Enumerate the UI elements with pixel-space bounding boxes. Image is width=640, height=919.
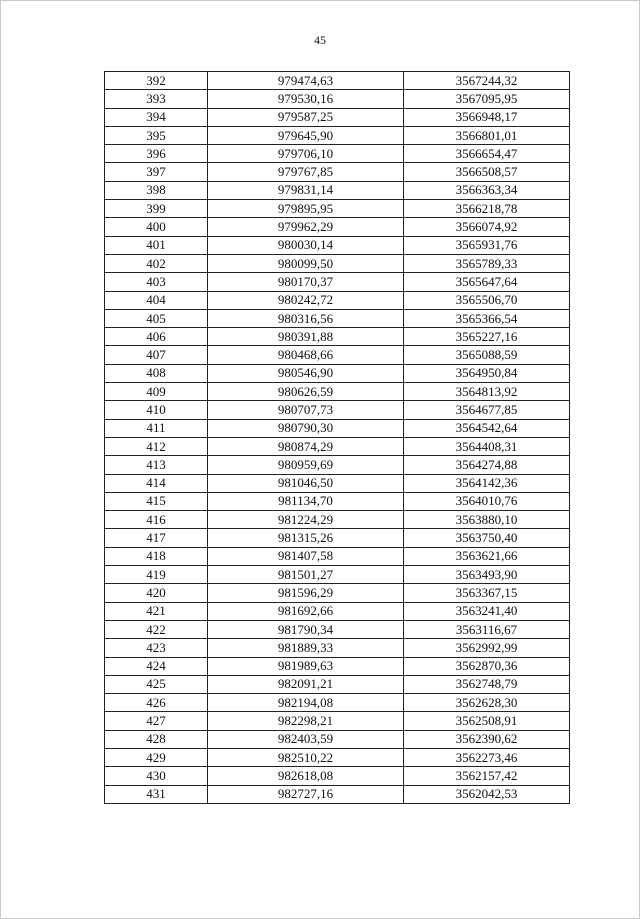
table-row — [105, 309, 570, 327]
point-number-cell: 414 — [105, 474, 208, 492]
table-row — [105, 511, 570, 529]
table-row — [105, 291, 570, 309]
table-row — [105, 108, 570, 126]
point-number-cell: 397 — [105, 163, 208, 181]
x-coordinate-cell: 981134,70 — [208, 492, 404, 510]
y-coordinate-cell: 3563367,15 — [404, 584, 570, 602]
y-coordinate-cell: 3567244,32 — [404, 72, 570, 90]
point-number-cell: 426 — [105, 694, 208, 712]
y-coordinate-cell: 3566801,01 — [404, 126, 570, 144]
point-number-cell: 413 — [105, 456, 208, 474]
x-coordinate-cell: 980242,72 — [208, 291, 404, 309]
point-number-cell: 398 — [105, 181, 208, 199]
x-coordinate-cell: 980790,30 — [208, 419, 404, 437]
point-number-cell: 423 — [105, 639, 208, 657]
x-coordinate-cell: 981046,50 — [208, 474, 404, 492]
x-coordinate-cell: 981407,58 — [208, 547, 404, 565]
point-number-cell: 403 — [105, 273, 208, 291]
y-coordinate-cell: 3562628,30 — [404, 694, 570, 712]
x-coordinate-cell: 980030,14 — [208, 236, 404, 254]
x-coordinate-cell: 981989,63 — [208, 657, 404, 675]
point-number-cell: 395 — [105, 126, 208, 144]
x-coordinate-cell: 979831,14 — [208, 181, 404, 199]
x-coordinate-cell: 980874,29 — [208, 437, 404, 455]
x-coordinate-cell: 982510,22 — [208, 748, 404, 766]
table-row — [105, 90, 570, 108]
point-number-cell: 420 — [105, 584, 208, 602]
table-row — [105, 529, 570, 547]
table-row — [105, 145, 570, 163]
x-coordinate-cell: 981224,29 — [208, 511, 404, 529]
point-number-cell: 406 — [105, 328, 208, 346]
table-row — [105, 236, 570, 254]
point-number-cell: 402 — [105, 254, 208, 272]
point-number-cell: 410 — [105, 401, 208, 419]
table-row — [105, 419, 570, 437]
x-coordinate-cell: 980099,50 — [208, 254, 404, 272]
point-number-cell: 394 — [105, 108, 208, 126]
x-coordinate-cell: 982727,16 — [208, 785, 404, 803]
table-row — [105, 547, 570, 565]
y-coordinate-cell: 3562508,91 — [404, 712, 570, 730]
x-coordinate-cell: 979895,95 — [208, 200, 404, 218]
point-number-cell: 429 — [105, 748, 208, 766]
point-number-cell: 417 — [105, 529, 208, 547]
table-row — [105, 474, 570, 492]
point-number-cell: 422 — [105, 620, 208, 638]
x-coordinate-cell: 979706,10 — [208, 145, 404, 163]
y-coordinate-cell: 3563241,40 — [404, 602, 570, 620]
point-number-cell: 418 — [105, 547, 208, 565]
x-coordinate-cell: 979530,16 — [208, 90, 404, 108]
point-number-cell: 425 — [105, 675, 208, 693]
y-coordinate-cell: 3565506,70 — [404, 291, 570, 309]
x-coordinate-cell: 980170,37 — [208, 273, 404, 291]
table-row — [105, 584, 570, 602]
point-number-cell: 399 — [105, 200, 208, 218]
point-number-cell: 400 — [105, 218, 208, 236]
coordinates-table — [104, 71, 570, 804]
y-coordinate-cell: 3566363,34 — [404, 181, 570, 199]
y-coordinate-cell: 3566654,47 — [404, 145, 570, 163]
x-coordinate-cell: 980391,88 — [208, 328, 404, 346]
x-coordinate-cell: 981889,33 — [208, 639, 404, 657]
x-coordinate-cell: 981315,26 — [208, 529, 404, 547]
y-coordinate-cell: 3563880,10 — [404, 511, 570, 529]
y-coordinate-cell: 3562157,42 — [404, 767, 570, 785]
x-coordinate-cell: 982298,21 — [208, 712, 404, 730]
table-row — [105, 785, 570, 803]
y-coordinate-cell: 3562390,62 — [404, 730, 570, 748]
y-coordinate-cell: 3564950,84 — [404, 364, 570, 382]
point-number-cell: 427 — [105, 712, 208, 730]
y-coordinate-cell: 3565931,76 — [404, 236, 570, 254]
y-coordinate-cell: 3562870,36 — [404, 657, 570, 675]
table-row — [105, 730, 570, 748]
point-number-cell: 396 — [105, 145, 208, 163]
x-coordinate-cell: 980316,56 — [208, 309, 404, 327]
y-coordinate-cell: 3565789,33 — [404, 254, 570, 272]
point-number-cell: 416 — [105, 511, 208, 529]
x-coordinate-cell: 979962,29 — [208, 218, 404, 236]
table-row — [105, 712, 570, 730]
point-number-cell: 407 — [105, 346, 208, 364]
table-row — [105, 767, 570, 785]
point-number-cell: 412 — [105, 437, 208, 455]
point-number-cell: 428 — [105, 730, 208, 748]
y-coordinate-cell: 3562273,46 — [404, 748, 570, 766]
table-row — [105, 492, 570, 510]
point-number-cell: 421 — [105, 602, 208, 620]
table-row — [105, 639, 570, 657]
point-number-cell: 411 — [105, 419, 208, 437]
y-coordinate-cell: 3564813,92 — [404, 383, 570, 401]
y-coordinate-cell: 3564677,85 — [404, 401, 570, 419]
table-row — [105, 383, 570, 401]
table-row — [105, 602, 570, 620]
point-number-cell: 430 — [105, 767, 208, 785]
table-row — [105, 364, 570, 382]
y-coordinate-cell: 3565366,54 — [404, 309, 570, 327]
table-row — [105, 456, 570, 474]
x-coordinate-cell: 982194,08 — [208, 694, 404, 712]
point-number-cell: 415 — [105, 492, 208, 510]
y-coordinate-cell: 3562748,79 — [404, 675, 570, 693]
y-coordinate-cell: 3567095,95 — [404, 90, 570, 108]
table-row — [105, 566, 570, 584]
point-number-cell: 405 — [105, 309, 208, 327]
x-coordinate-cell: 980626,59 — [208, 383, 404, 401]
y-coordinate-cell: 3563493,90 — [404, 566, 570, 584]
table-row — [105, 675, 570, 693]
x-coordinate-cell: 979645,90 — [208, 126, 404, 144]
table-row — [105, 328, 570, 346]
table-row — [105, 273, 570, 291]
table-row — [105, 694, 570, 712]
x-coordinate-cell: 981501,27 — [208, 566, 404, 584]
table-row — [105, 401, 570, 419]
table-row — [105, 657, 570, 675]
table-row — [105, 218, 570, 236]
y-coordinate-cell: 3564010,76 — [404, 492, 570, 510]
x-coordinate-cell: 982618,08 — [208, 767, 404, 785]
y-coordinate-cell: 3563116,67 — [404, 620, 570, 638]
y-coordinate-cell: 3566508,57 — [404, 163, 570, 181]
y-coordinate-cell: 3564142,36 — [404, 474, 570, 492]
page-number: 45 — [314, 33, 326, 47]
y-coordinate-cell: 3562992,99 — [404, 639, 570, 657]
x-coordinate-cell: 980959,69 — [208, 456, 404, 474]
table-row — [105, 200, 570, 218]
point-number-cell: 392 — [105, 72, 208, 90]
table-row — [105, 72, 570, 90]
x-coordinate-cell: 980468,66 — [208, 346, 404, 364]
table-row — [105, 748, 570, 766]
y-coordinate-cell: 3565647,64 — [404, 273, 570, 291]
x-coordinate-cell: 982403,59 — [208, 730, 404, 748]
x-coordinate-cell: 980546,90 — [208, 364, 404, 382]
x-coordinate-cell: 981790,34 — [208, 620, 404, 638]
x-coordinate-cell: 980707,73 — [208, 401, 404, 419]
x-coordinate-cell: 981596,29 — [208, 584, 404, 602]
table-row — [105, 437, 570, 455]
y-coordinate-cell: 3563750,40 — [404, 529, 570, 547]
point-number-cell: 404 — [105, 291, 208, 309]
point-number-cell: 419 — [105, 566, 208, 584]
x-coordinate-cell: 979587,25 — [208, 108, 404, 126]
table-row — [105, 346, 570, 364]
x-coordinate-cell: 982091,21 — [208, 675, 404, 693]
x-coordinate-cell: 979767,85 — [208, 163, 404, 181]
point-number-cell: 408 — [105, 364, 208, 382]
table-row — [105, 620, 570, 638]
point-number-cell: 393 — [105, 90, 208, 108]
y-coordinate-cell: 3566948,17 — [404, 108, 570, 126]
y-coordinate-cell: 3565088,59 — [404, 346, 570, 364]
y-coordinate-cell: 3564542,64 — [404, 419, 570, 437]
point-number-cell: 424 — [105, 657, 208, 675]
table-row — [105, 126, 570, 144]
point-number-cell: 401 — [105, 236, 208, 254]
y-coordinate-cell: 3566218,78 — [404, 200, 570, 218]
y-coordinate-cell: 3564408,31 — [404, 437, 570, 455]
y-coordinate-cell: 3563621,66 — [404, 547, 570, 565]
point-number-cell: 431 — [105, 785, 208, 803]
table-row — [105, 181, 570, 199]
table-row — [105, 163, 570, 181]
y-coordinate-cell: 3566074,92 — [404, 218, 570, 236]
table-row — [105, 254, 570, 272]
y-coordinate-cell: 3562042,53 — [404, 785, 570, 803]
x-coordinate-cell: 981692,66 — [208, 602, 404, 620]
coordinates-table-body — [105, 72, 570, 804]
x-coordinate-cell: 979474,63 — [208, 72, 404, 90]
point-number-cell: 409 — [105, 383, 208, 401]
y-coordinate-cell: 3564274,88 — [404, 456, 570, 474]
y-coordinate-cell: 3565227,16 — [404, 328, 570, 346]
